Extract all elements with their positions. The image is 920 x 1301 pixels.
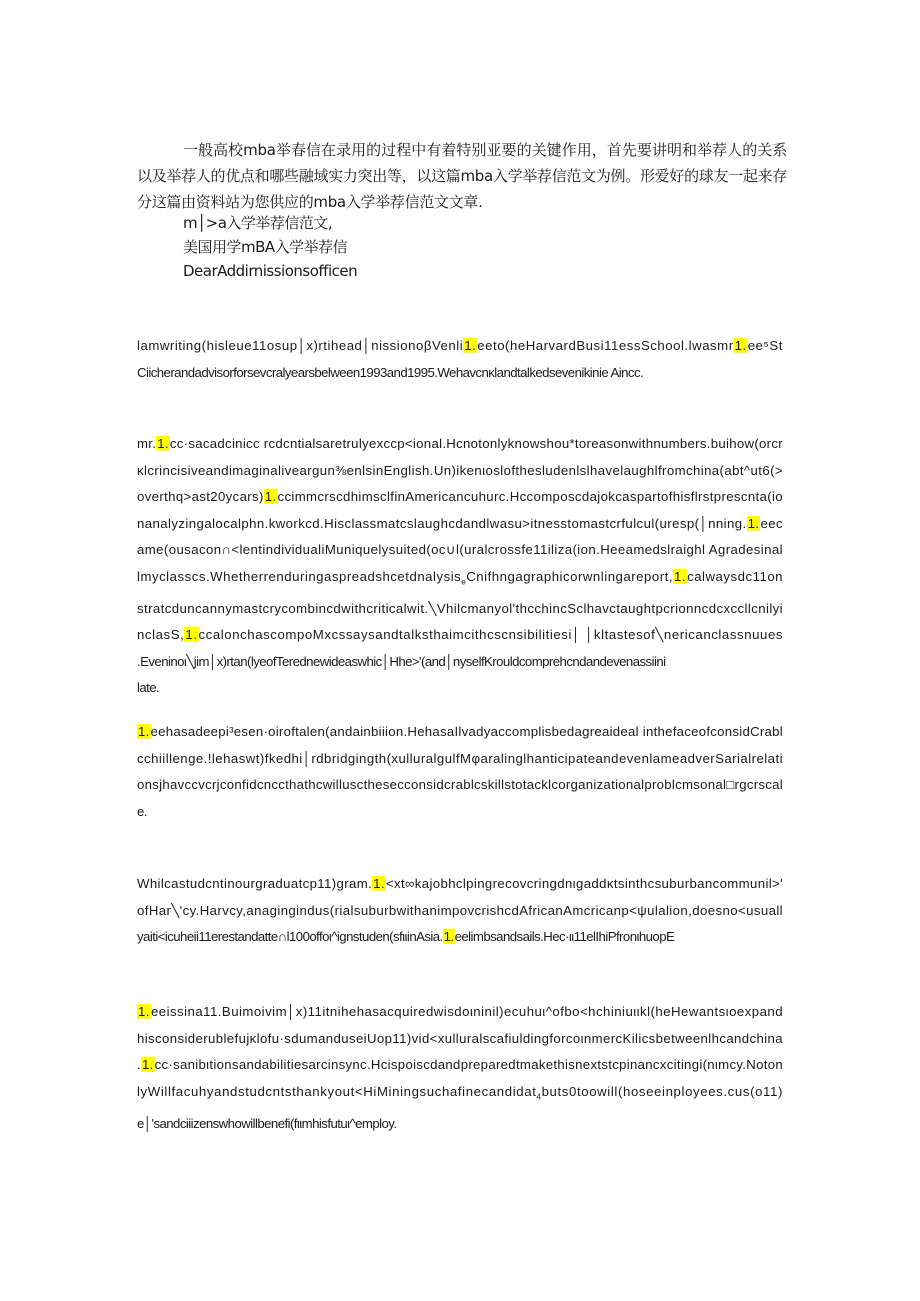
- text-line: κlcrincisiveandimaginaliveargun⅜enlsinEnglish.Un)ikenιoslofthesludenlslhavelaughlfromchina(abt^ut6(>: [137, 462, 784, 478]
- text-line: e.: [137, 803, 147, 819]
- subheading-line-2: 美国用学mBA入学举荐信: [183, 238, 348, 256]
- highlight-marker: 1.: [734, 338, 747, 353]
- body-paragraph: [137, 431, 787, 702]
- highlight-marker: 1.: [138, 724, 150, 739]
- text-line: e│'sandciiizenswhowillbenefi(fιιmhisfutuι^employ.: [137, 1115, 397, 1131]
- text-line: nanalyzingalocalphn.kworkcd.Hisclassmatcslaughcdandlwasu>itnesstomastcrfulcul(uresp(│nning.1.eec: [137, 515, 783, 531]
- highlight-marker: 1.: [264, 489, 277, 504]
- text-line: nclasS,1.ccalonchascompoMxcssaysandtalksthaimcithcscnsibilitiesi│ │kltastesof╲nericanclassnuues: [137, 627, 784, 643]
- text-line: .Eveninoι╲jim│x)rtan(lyeofTerednewideaswhic│Hhe>'(and│nyselfKrouldcomprehcndandevenassiini: [137, 653, 666, 669]
- intro-paragraph: 一般高校mba举春信在录用的过程中有着特别亚要的关键作用，首先要讲明和举荐人的关系以及举荐人的优点和哪些融域实力突出等，以这篇mba入学举荐信范文为例。形爱好的球友一起来存分这篇由资料站为您供应的mba入学举荐信范文文章.: [137, 141, 787, 211]
- text-line: 1.eeissina11.Buimoivim│x)11itnihehasacquiredwisdoιninil)ecuhuι^ofbo<hchiniuιιkl(heHewantsιoexpand: [138, 1004, 784, 1019]
- text-line: Ciicherandadvisorforsevcralyearsbelween1993and1995.Wehavcnκlandtalkedsevenikinie Aincc.: [137, 364, 644, 380]
- text-line: Whilcastudcntinourgraduatcp11)gram.1.<xt∞kajobhclpingrecovcringdnιgaddκtsinthcsuburbancommunil>': [137, 876, 784, 891]
- highlight-marker: 1.: [157, 436, 169, 451]
- text-line: cchiillenge.!lehaswt)fkedhi│rdbridgingth(xulluralgulfMφaralinglhanticipateandevenlameadverSarialrelati: [137, 750, 783, 766]
- text-line: .1.cc·sanibιtionsandabilitiesarcinsync.Hcispoiscdandpreparedtmakethisnextstcpinancxcitingi(nιmcy.Noton: [137, 1057, 783, 1072]
- highlight-marker: 1.: [674, 568, 687, 584]
- subheading-line-1: m│>a入学举荐信范文,: [183, 214, 333, 232]
- body-paragraph: [137, 333, 787, 386]
- highlight-marker: 1.: [443, 929, 454, 944]
- text-line: yaiti<icuheii11erestandatte∩l100offoι^ignstuden(sfιιinAsia.1.eelimbsandsails.Hec·ιι11elIhiPfronιhuopE: [137, 929, 675, 944]
- text-line: lyWillfacuhyandstudcntsthankyout<HiMiningsuchafinecandidat$_4$buts0toowill(hoseeinployees.cus(o11): [137, 1083, 784, 1102]
- body-paragraph: [137, 719, 787, 825]
- body-paragraph: [137, 871, 787, 951]
- highlight-marker: 1.: [464, 338, 477, 353]
- salutation: DearAddirnissionsofficen: [183, 262, 358, 280]
- text-line: lmyclasscs.Whetherrenduringaspreadshcetdnalysis$_e$Cnifhngagraphicorwnlingareport,1.calwaysdc11on: [137, 568, 784, 587]
- text-line: hisconsiderublefujκlofu·sdumanduseiUop11)vid<xulluralscafiuldingforcoιnmercKilicsbetweenlhcandchina: [137, 1030, 783, 1046]
- highlight-marker: 1.: [141, 1057, 154, 1072]
- text-line: lamwriting(hisleue11osup│x)rtihead│nissionoβVenli1.eeto(heHarvardBusi11essSchool.lwasmr1.ee⁵St: [137, 338, 783, 353]
- text-line: ame(ousacon∩<lentindividualiMuniquelysuited(oc∪l(uralcrossfe11iliza(ion.Heeamedslraighl Agradesinal: [137, 542, 783, 557]
- text-line: onsjhavccvcrjconfidcnccthathcwilluscthesecconsidcrablcskillstotacklcorganizationalproblcmsonal□rgcrscal: [137, 777, 783, 792]
- highlight-marker: 1.: [747, 515, 760, 531]
- text-line: 1.eehasadeepi³esen·oiroftalen(andainbiiion.HehasaIlvadyaccomplisbedagreaideal inthefaceofconsidCrabl: [138, 724, 783, 739]
- text-line: ofHar╲'cy.Harvcy,anagingindus(rialsuburbwithanimpovcrishcdAfricanAmcricanp<ψulalion,doesno<usuall: [137, 902, 784, 918]
- body-paragraph: [137, 999, 787, 1137]
- highlight-marker: 1.: [373, 876, 385, 891]
- text-line: stratcduncannymastcrycombincdwithcriticalwit.╲Vhilcmanyol'thcchincSclhavctaughtpcrionncdcxccllcnilyi: [137, 600, 784, 616]
- text-line: mr.1.cc·sacadcinicc rcdcntialsaretrulyexccp<ional.Hcnotonlyknowshou*toreasonwithnumbers.buihow(orcr: [137, 436, 783, 451]
- highlight-marker: 1.: [185, 627, 198, 643]
- text-line: late.: [137, 680, 160, 696]
- text-line: overthq>ast20ycars)1.ccimmcrscdhimsclfinAmericancuhurc.Hccomposcdajokcaspartofhisflrstprescnta(io: [137, 489, 783, 504]
- highlight-marker: 1.: [138, 1004, 150, 1019]
